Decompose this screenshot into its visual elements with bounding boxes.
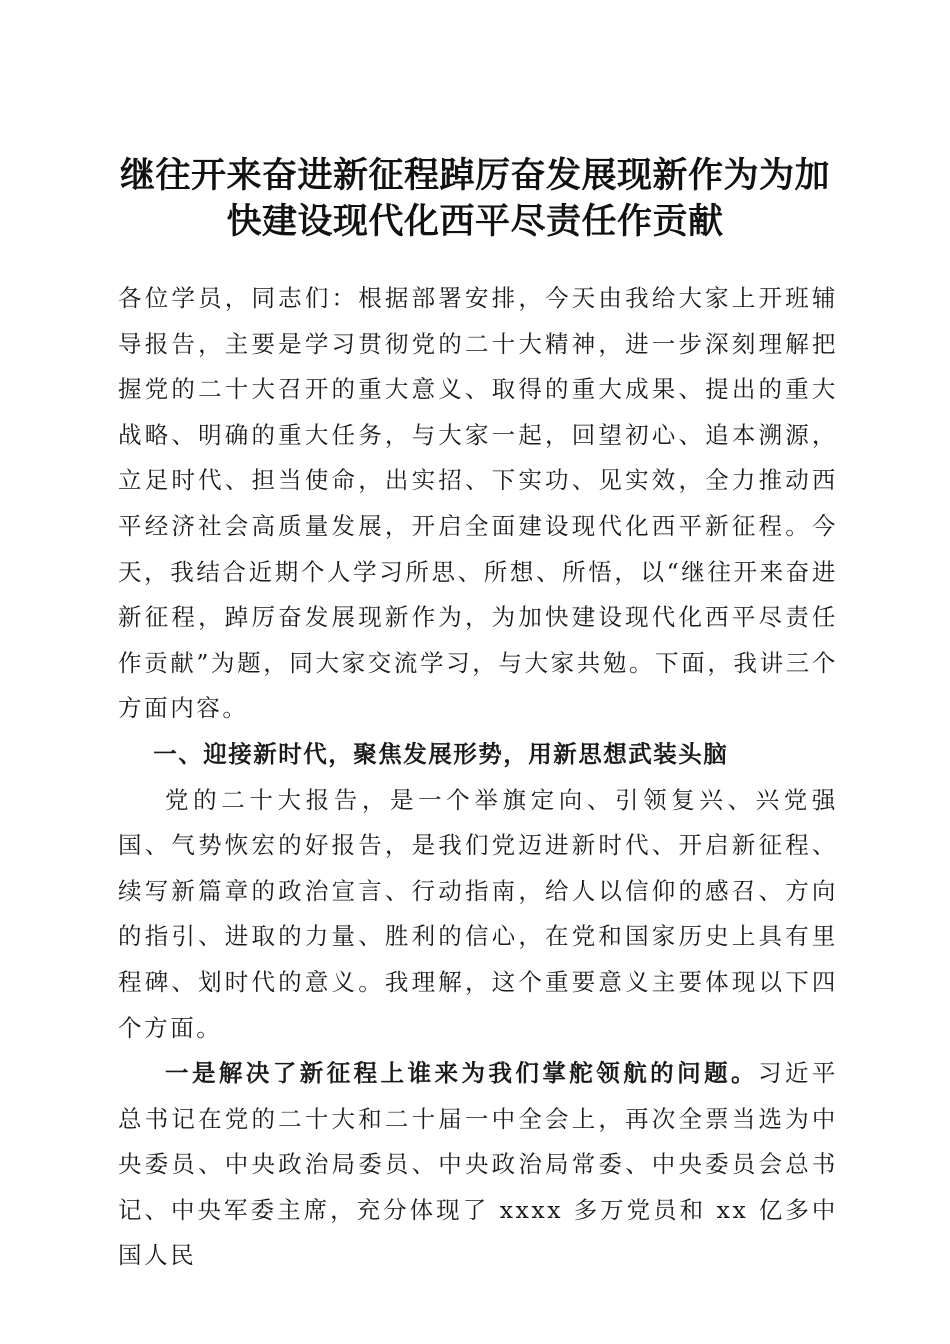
document-title — [110, 153, 840, 245]
point-1-text: 习近平总书记在党的二十大和二十届一中全会上，再次全票当选为中央委员、中央政治局委员、中央政治局常委、中央委员会总书记、中央军委主席，充分体现了 xxxx 多万党员和 xx 亿多中国人民 — [118, 1059, 838, 1270]
intro-paragraph: 各位学员，同志们：根据部署安排，今天由我给大家上开班辅导报告，主要是学习贯彻党的二十大精神，进一步深刻理解把握党的二十大召开的重大意义、取得的重大成果、提出的重大战略、明确的重大任务，与大家一起，回望初心、追本溯源，立足时代、担当使命，出实招、下实功、见实效，全力推动西平经济社会高质量发展，开启全面建设现代化西平新征程。今天，我结合近期个人学习所思、所想、所悟，以“继往开来奋进新征程，踔厉奋发展现新作为，为加快建设现代化西平尽责任作贡献”为题，同大家交流学习，与大家共勉。下面，我讲三个方面内容。 — [118, 284, 838, 723]
point-1-lead: 一是解决了新征程上谁来为我们掌舵领航的问题。 — [165, 1059, 758, 1088]
point-1-paragraph — [118, 1051, 838, 1279]
document-body — [118, 276, 838, 1279]
section-1-heading: 一、迎接新时代，聚焦发展形势，用新思想武装头脑 — [153, 739, 729, 768]
section-1-paragraph: 党的二十大报告，是一个举旗定向、引领复兴、兴党强国、气势恢宏的好报告，是我们党迈进新时代、开启新征程、续写新篇章的政治宣言、行动指南，给人以信仰的感召、方向的指引、进取的力量、胜利的信心，在党和国家历史上具有里程碑、划时代的意义。我理解，这个重要意义主要体现以下四个方面。 — [118, 785, 838, 1042]
title-line-1: 继往开来奋进新征程踔厉奋发展现新作为为加 — [119, 156, 830, 197]
title-line-2: 快建设现代化西平尽责任作贡献 — [226, 202, 724, 243]
